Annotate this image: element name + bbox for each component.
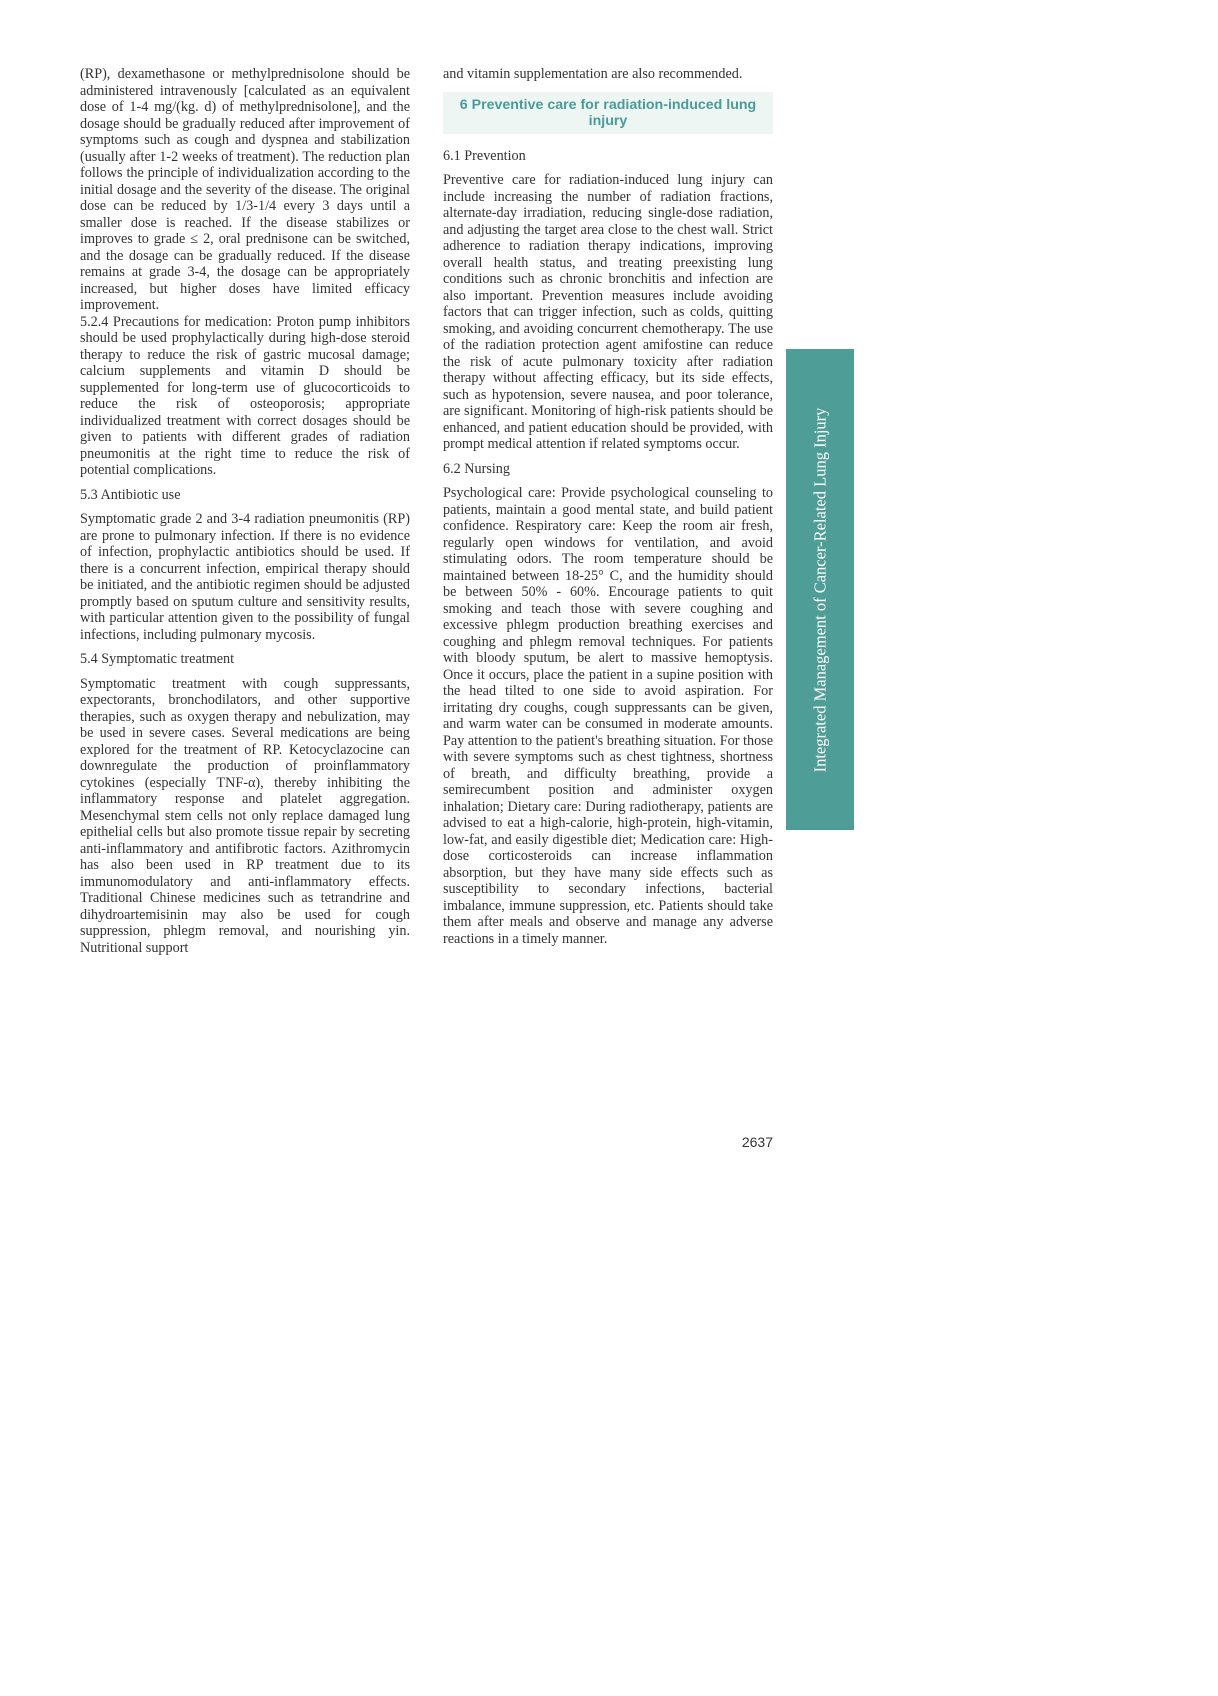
side-tab-label: Integrated Management of Cancer-Related Lung Injury: [810, 407, 830, 772]
subheading-nursing: 6.2 Nursing: [443, 460, 510, 477]
side-tab-running-title: [786, 349, 854, 830]
paragraph-precautions: 5.2.4 Precautions for medication: Proton pump inhibitors should be used prophylactically during high-dose steroid therapy to reduce the risk of gastric mucosal damage; calcium supplements and vitamin D should be supplemented for long-term use of glucocorticoids to reduce the risk of osteoporosis; appropriate individualized treatment with correct dosages should be given to patients with different grades of radiation pneumonitis at the right time to reduce the risk of potential complications.: [80, 313, 410, 478]
subheading-antibiotic-use: 5.3 Antibiotic use: [80, 486, 181, 503]
paragraph-prevention: Preventive care for radiation-induced lung injury can include increasing the number of radiation fractions, alternate-day irradiation, reducing single-dose radiation, and adjusting the target area close to the chest wall. Strict adherence to radiation therapy indications, improving overall health status, and treating preexisting lung conditions such as chronic bronchitis and infection are also important. Prevention measures include avoiding factors that can trigger infection, such as colds, quitting smoking, and avoiding concurrent chemotherapy. The use of the radiation protection agent amifostine can reduce the risk of acute pulmonary toxicity after radiation therapy without affecting efficacy, but its side effects, such as hypotension, severe nausea, and poor tolerance, are significant. Monitoring of high-risk patients should be enhanced, and patient education should be provided, with prompt medical attention if related symptoms occur.: [443, 172, 773, 452]
paragraph-symptomatic: Symptomatic treatment with cough suppressants, expectorants, bronchodilators, and other supportive therapies, such as oxygen therapy and nebulization, may be used in severe cases. Several medications are being explored for the treatment of RP. Ketocyclazocine can downregulate the production of proinflammatory cytokines (especially TNF-α), thereby inhibiting the inflammatory response and platelet aggregation. Mesenchymal stem cells not only replace damaged lung epithelial cells but also promote tissue repair by secreting anti-inflammatory and antifibrotic factors. Azithromycin has also been used in RP treatment due to its immunomodulatory and anti-inflammatory effects. Traditional Chinese medicines such as tetrandrine and dihydroartemisinin may also be used for cough suppression, phlegm removal, and nourishing yin. Nutritional support: [80, 675, 410, 956]
right-column: [443, 66, 773, 947]
left-column: [80, 66, 410, 956]
subheading-prevention: 6.1 Prevention: [443, 147, 526, 164]
paragraph-continuation: and vitamin supplementation are also recommended.: [443, 66, 743, 82]
paragraph-antibiotic: Symptomatic grade 2 and 3-4 radiation pneumonitis (RP) are prone to pulmonary infection. If there is no evidence of infection, prophylactic antibiotics should be used. If there is a concurrent infection, empirical therapy should be initiated, and the antibiotic regimen should be adjusted promptly based on sputum culture and sensitivity results, with particular attention given to the possibility of fungal infections, including pulmonary mycosis.: [80, 511, 410, 643]
paragraph-steroid-dosing: (RP), dexamethasone or methylprednisolone should be administered intravenously [calculated as an equivalent dose of 1-4 mg/(kg. d) of methylprednisolone], and the dosage should be gradually reduced after improvement of symptoms such as cough and dyspnea and stabilization (usually after 1-2 weeks of treatment). The reduction plan follows the principle of individualization according to the initial dosage and the severity of the disease. The original dose can be reduced by 1/3-1/4 every 3 days until a smaller dose is reached. If the disease stabilizes or improves to grade ≤ 2, oral prednisone can be switched, and the dosage can be gradually reduced. If the disease remains at grade 3-4, the dosage can be appropriately increased, but higher doses have limited efficacy improvement.: [80, 66, 410, 313]
subheading-symptomatic-treatment: 5.4 Symptomatic treatment: [80, 651, 235, 667]
paragraph-nursing: Psychological care: Provide psychological counseling to patients, maintain a good mental state, and build patient confidence. Respiratory care: Keep the room air fresh, regularly open windows for ventilation, and avoid stimulating odors. The room temperature should be maintained between 18-25° C, and the humidity should be between 50% - 60%. Encourage patients to quit smoking and teach those with severe coughing and excessive phlegm production breathing exercises and coughing and phlegm removal techniques. For patients with bloody sputum, be alert to massive hemoptysis. Once it occurs, place the patient in a supine position with the head tilted to one side to avoid aspiration. For irritating dry coughs, cough suppressants can be given, and warm water can be consumed in moderate amounts. Pay attention to the patient's breathing situation. For those with severe symptoms such as chest tightness, shortness of breath, and difficulty breathing, provide a semirecumbent position and administer oxygen inhalation; Dietary care: During radiotherapy, patients are advised to eat a high-calorie, high-protein, high-vitamin, low-fat, and easily digestible diet; Medication care: High-dose corticosteroids can increase inflammation absorption, but they have many side effects such as susceptibility to secondary infections, bacterial imbalance, immune suppression, etc. Patients should take them after meals and observe and manage any adverse reactions in a timely manner.: [443, 485, 773, 947]
page-number: 2637: [741, 1134, 773, 1150]
section-title-preventive-care: 6 Preventive care for radiation-induced lung injury: [443, 92, 773, 134]
